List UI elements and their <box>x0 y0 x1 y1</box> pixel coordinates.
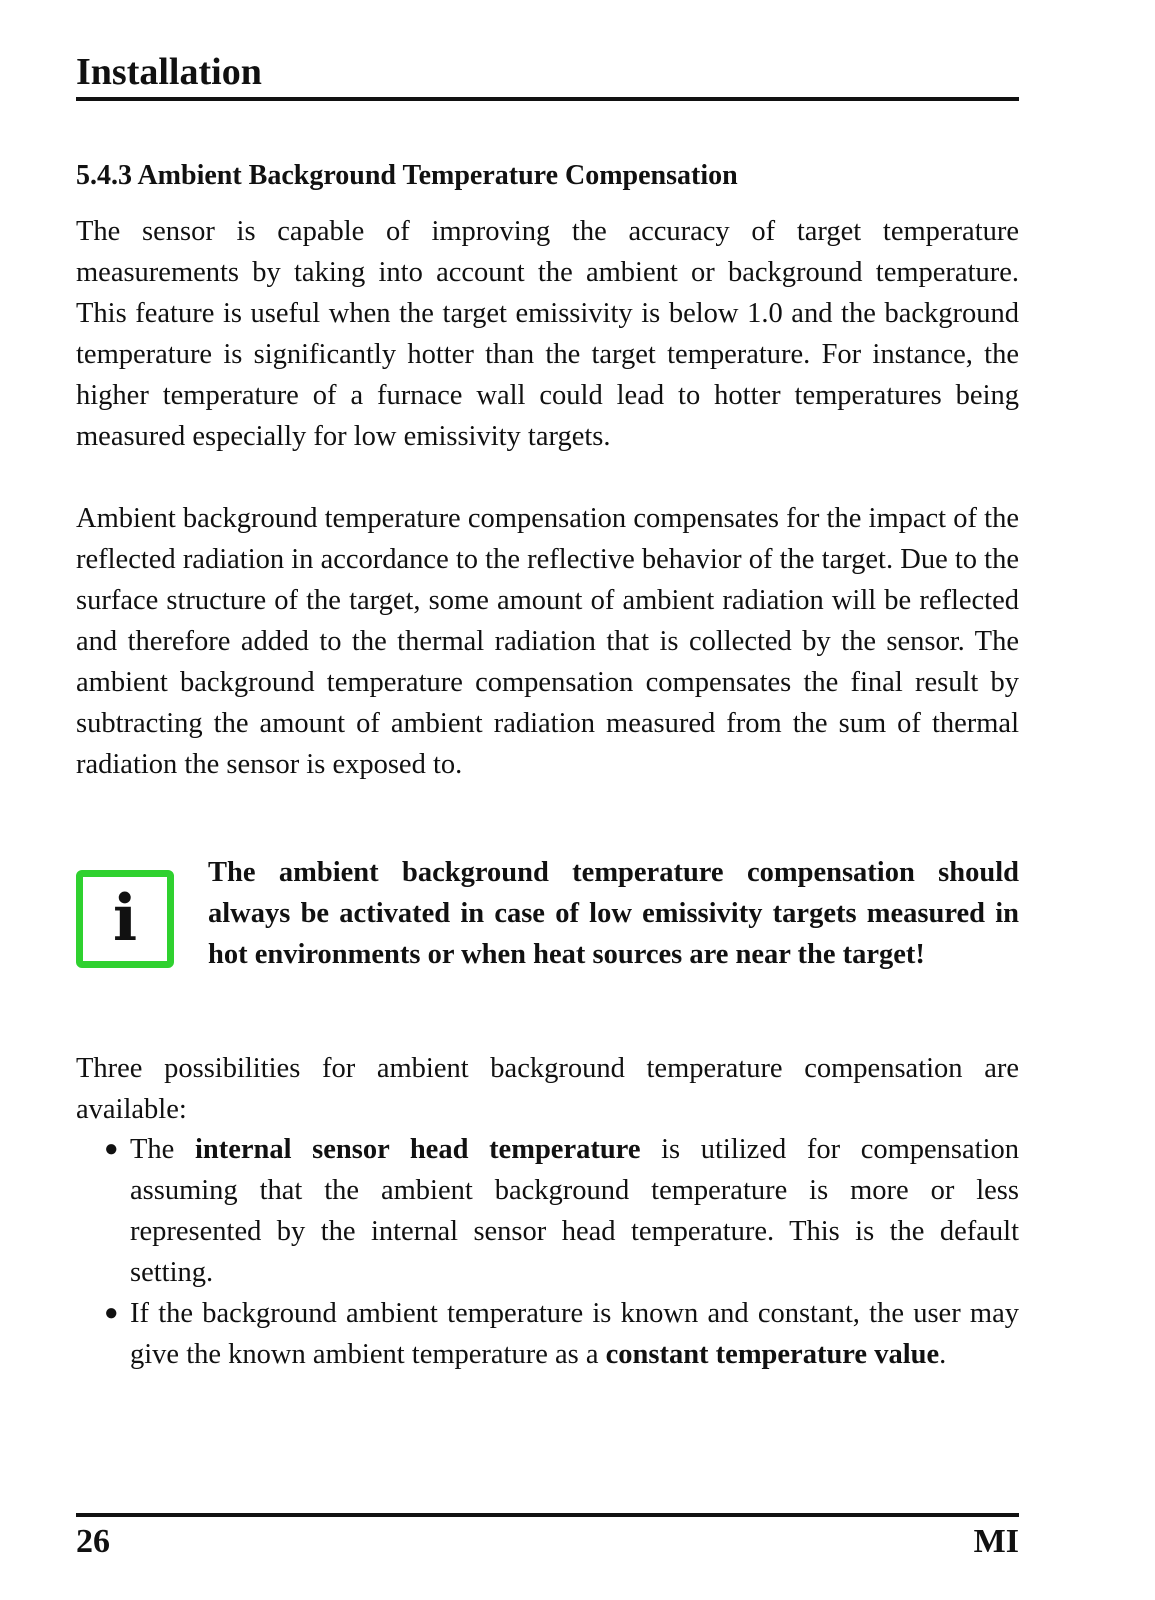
info-note <box>76 857 1019 1034</box>
list-item <box>76 1293 1019 1375</box>
list-item-text-bold: constant temperature value <box>605 1339 940 1370</box>
compensation-options-list <box>76 1129 1019 1375</box>
page-number: 26 <box>76 1523 110 1560</box>
list-item <box>76 1129 1019 1293</box>
list-item-text-pre: If the background ambient temperature is known and constant, the user may give the known ambient temperature as a <box>130 1298 1019 1370</box>
paragraph-possibilities: Three possibilities for ambient background temperature compensation are available: <box>76 1053 1019 1125</box>
list-item-text-pre: The <box>130 1134 195 1165</box>
info-icon-glyph: i <box>112 881 138 956</box>
footer-rule <box>76 1513 1019 1517</box>
info-note-text: The ambient background temperature compensation should always be activated in case of low emissivity targets measured in hot environments or when heat sources are near the target! <box>208 857 1019 970</box>
paragraph-intro: The sensor is capable of improving the accuracy of target temperature measurements by taking into account the ambient or background temperature. This feature is useful when the target emissivity is below 1.0 and the background temperature is significantly hotter than the target temperature. For instance, the higher temperature of a furnace wall could lead to hotter temperatures being measured especially for low emissivity targets. <box>76 216 1019 452</box>
list-item-text-bold: internal sensor head temperature <box>194 1134 641 1165</box>
list-item-text-post: . <box>939 1339 947 1370</box>
list-item-text-post: is utilized for compensation assuming that the ambient background temperature is more or less represented by the internal sensor head temperature. This is the default setting. <box>130 1134 1019 1288</box>
info-icon <box>76 870 174 968</box>
section-heading: 5.4.3 Ambient Background Temperature Compensation <box>76 160 738 191</box>
product-code: MI <box>973 1523 1019 1560</box>
header-rule <box>76 97 1019 101</box>
bullet-dot-icon: ● <box>104 1136 119 1162</box>
paragraph-compensation-explanation: Ambient background temperature compensation compensates for the impact of the reflected radiation in accordance to the reflective behavior of the target. Due to the surface structure of the target, some amount of ambient radiation will be reflected and therefore added to the thermal radiation that is collected by the sensor. The ambient background temperature compensation compensates the final result by subtracting the amount of ambient radiation measured from the sum of thermal radiation the sensor is exposed to. <box>76 503 1019 780</box>
bullet-dot-icon: ● <box>104 1300 119 1326</box>
manual-page <box>76 0 1019 1600</box>
running-header: Installation <box>76 51 262 93</box>
